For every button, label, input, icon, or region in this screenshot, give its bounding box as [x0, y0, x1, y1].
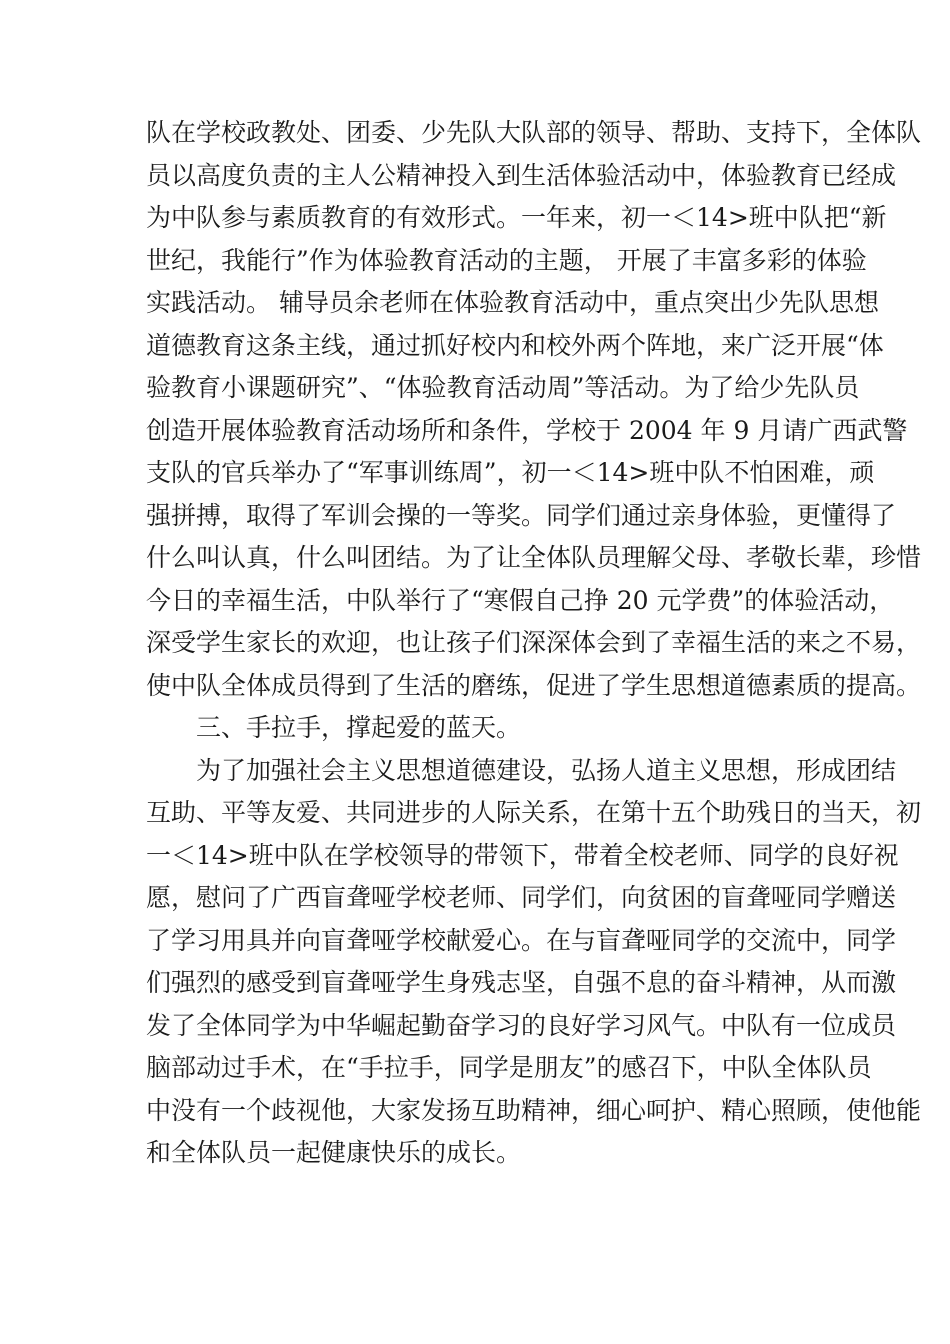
section-heading-3 [146, 707, 826, 750]
text-line: 队在学校政教处、团委、少先队大队部的领导、帮助、支持下，全体队 [146, 118, 922, 147]
text-line: 道德教育这条主线，通过抓好校内和校外两个阵地，来广泛开展“体 [146, 330, 884, 360]
text-line: 脑部动过手术，在“手拉手，同学是朋友”的感召下，中队全体队员 [146, 1053, 872, 1082]
text-line: 支队的官兵举办了“军事训练周”，初一＜14>班中队不怕困难，顽 [146, 458, 875, 487]
document-body [146, 112, 922, 1175]
text-line: 愿，慰问了广西盲聋哑学校老师、同学们，向贫困的盲聋哑同学赠送 [146, 883, 897, 912]
text-line: 了学习用具并向盲聋哑学校献爱心。在与盲聋哑同学的交流中，同学 [146, 925, 897, 955]
text-line: 互助、平等友爱、共同进步的人际关系，在第十五个助残日的当天，初 [146, 798, 922, 827]
text-line: 世纪，我能行”作为体验教育活动的主题， 开展了丰富多彩的体验 [146, 245, 867, 275]
text-line: 们强烈的感受到盲聋哑学生身残志坚，自强不息的奋斗精神，从而激 [146, 968, 897, 997]
section-heading-text: 三、手拉手，撑起爱的蓝天。 [196, 713, 522, 742]
text-line: 深受学生家长的欢迎，也让孩子们深深体会到了幸福生活的来之不易， [146, 628, 922, 657]
text-line: 今日的幸福生活，中队举行了“寒假自己挣 20 元学费”的体验活动， [146, 585, 895, 615]
text-line: 强拼搏，取得了军训会操的一等奖。同学们通过亲身体验，更懂得了 [146, 500, 897, 530]
text-line: 验教育小课题研究”、“体验教育活动周”等活动。为了给少先队员 [146, 373, 860, 402]
text-line: 和全体队员一起健康快乐的成长。 [146, 1138, 522, 1167]
text-line: 发了全体同学为中华崛起勤奋学习的良好学习风气。中队有一位成员 [146, 1010, 897, 1040]
text-line: 中没有一个歧视他，大家发扬互助精神，细心呵护、精心照顾，使他能 [146, 1095, 922, 1125]
text-line: 什么叫认真，什么叫团结。为了让全体队员理解父母、孝敬长辈，珍惜 [146, 543, 922, 572]
text-line: 创造开展体验教育活动场所和条件，学校于 2004 年 9 月请广西武警 [146, 415, 908, 445]
text-line: 为了加强社会主义思想道德建设，弘扬人道主义思想，形成团结 [196, 755, 897, 785]
text-line: 一＜14>班中队在学校领导的带领下，带着全校老师、同学的良好祝 [146, 840, 899, 870]
text-line: 使中队全体成员得到了生活的磨练，促进了学生思想道德素质的提高。 [146, 670, 922, 700]
paragraph-1 [146, 112, 922, 707]
text-line: 实践活动。 辅导员余老师在体验教育活动中，重点突出少先队思想 [146, 288, 879, 317]
text-line: 为中队参与素质教育的有效形式。一年来，初一＜14>班中队把“新 [146, 203, 887, 232]
text-line: 员以高度负责的主人公精神投入到生活体验活动中，体验教育已经成 [146, 160, 897, 190]
paragraph-2 [146, 750, 922, 1175]
